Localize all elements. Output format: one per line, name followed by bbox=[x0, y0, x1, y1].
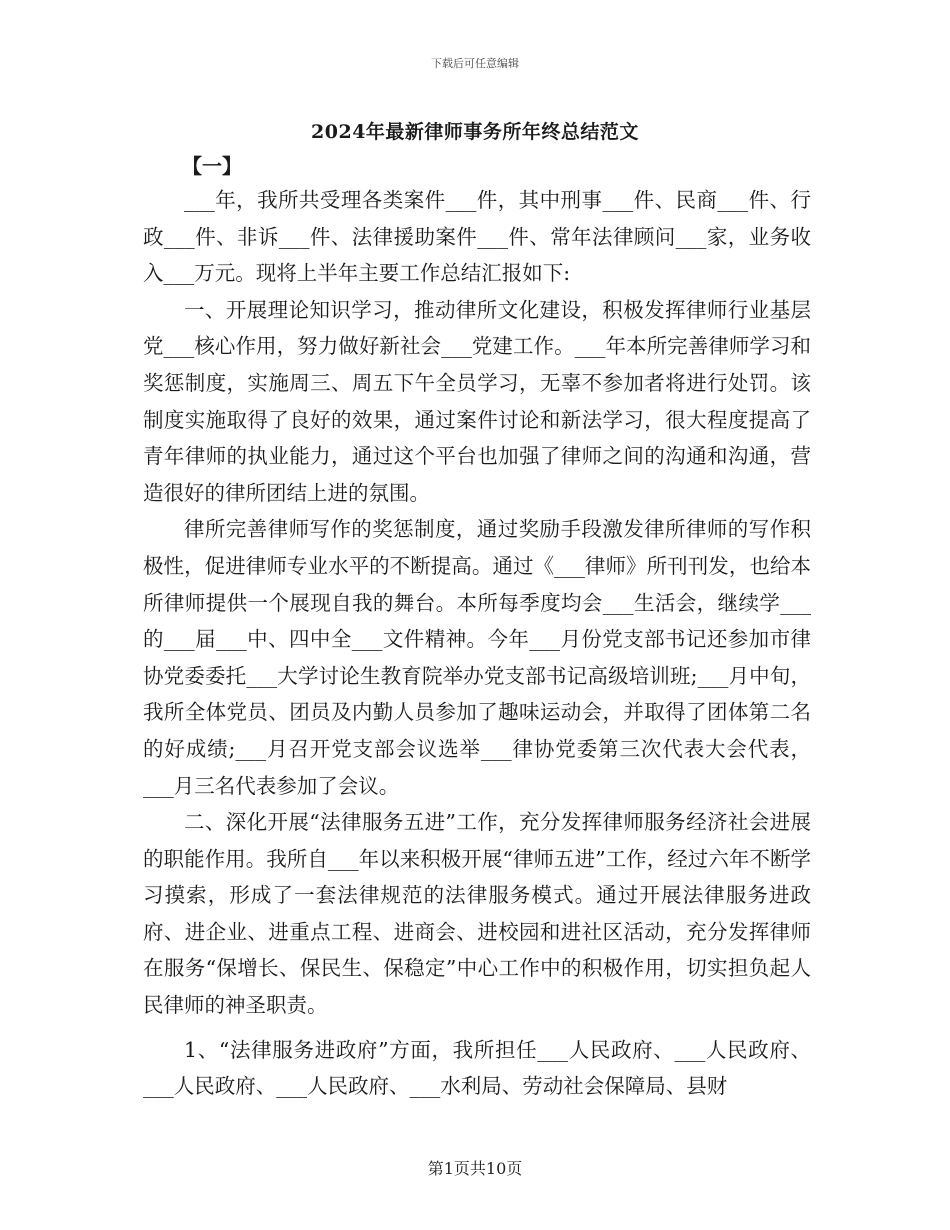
paragraph-section-2: 二、深化开展“法律服务五进”工作，充分发挥律师服务经济社会进展的职能作用。我所自___年以来积极开展“律师五进”工作，经过六年不断学习摸索，形成了一套法律规范的法律服务模式。通过开展法律服务进政府、进企业、进重点工程、进商会、进校园和进社区活动，充分发挥律师在服务“保增长、保民生、保稳定”中心工作中的积极作用，切实担负起人民律师的神圣职责。 bbox=[143, 810, 811, 1018]
document-title: 2024年最新律师事务所年终总结范文 bbox=[311, 121, 639, 143]
document-body bbox=[143, 182, 811, 1105]
paragraph-intro: ___年，我所共受理各类案件___件，其中刑事___件、民商___件、行政___件、非诉___件、法律援助案件___件、常年法律顾问___家，业务收入___万元。现将上半年主要工作总结汇报如下: bbox=[143, 188, 811, 286]
paragraph-writing-system: 律所完善律师写作的奖惩制度，通过奖励手段激发律所律师的写作积极性，促进律师专业水平的不断提高。通过《___律师》所刊刊发，也给本所律师提供一个展现自我的舞台。本所每季度均会___生活会，继续学___的___届___中、四中全___文件精神。今年___月份党支部书记还参加市律协党委委托___大学讨论生教育院举办党支部书记高级培训班;___月中旬，我所全体党员、团员及内勤人员参加了趣味运动会，并取得了团体第二名的好成绩;___月召开党支部会议选举___律协党委第三次代表大会代表，___月三名代表参加了会议。 bbox=[143, 517, 811, 798]
header-note: 下载后可任意编辑 bbox=[431, 57, 519, 70]
paragraph-section-1: 一、开展理论知识学习，推动律所文化建设，积极发挥律师行业基层党___核心作用，努力做好新社会___党建工作。___年本所完善律师学习和奖惩制度，实施周三、周五下午全员学习，无辜不参加者将进行处罚。该制度实施取得了良好的效果，通过案件讨论和新法学习，很大程度提高了青年律师的执业能力，通过这个平台也加强了律师之间的沟通和沟通，营造很好的律所团结上进的氛围。 bbox=[143, 297, 811, 505]
page-footer: 第1页共10页 bbox=[427, 1159, 523, 1178]
paragraph-government-service: 1、“法律服务进政府”方面，我所担任___人民政府、___人民政府、___人民政府、___人民政府、___水利局、劳动社会保障局、县财 bbox=[143, 1037, 811, 1099]
section-mark: 【一】 bbox=[182, 154, 242, 178]
